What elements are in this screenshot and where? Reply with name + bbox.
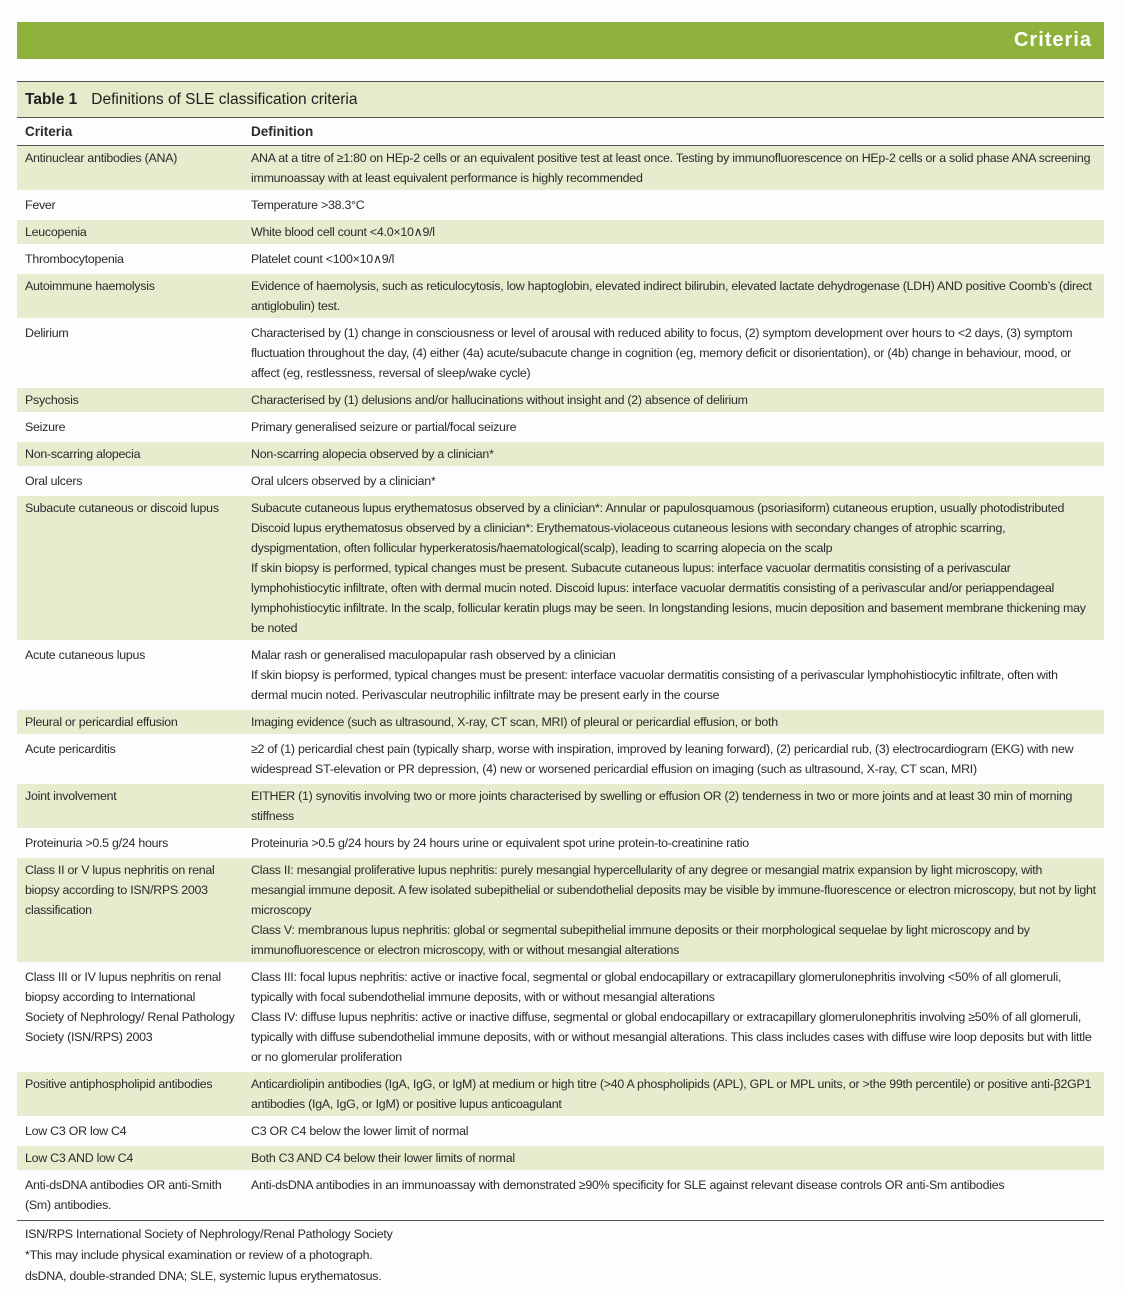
criteria-cell: Positive antiphospholipid antibodies (17, 1071, 243, 1118)
criteria-cell: Thrombocytopenia (17, 246, 243, 273)
definition-paragraph: ≥2 of (1) pericardial chest pain (typically sharp, worse with inspiration, improved by leaning forward), (2) pericardial rub, (3) electrocardiogram (EKG) with new widespread ST-elevation or PR depression, (4) new or worsened pericardial effusion on imaging (such as ultrasound, X-ray, CT scan, MRI) (251, 742, 1074, 776)
definition-paragraph: White blood cell count <4.0×10∧9/l (251, 225, 435, 239)
table-row (17, 830, 1104, 857)
table-row (17, 1071, 1104, 1118)
table-row (17, 146, 1104, 192)
criteria-cell: Proteinuria >0.5 g/24 hours (17, 830, 243, 857)
definition-paragraph: Oral ulcers observed by a clinician* (251, 474, 436, 488)
definition-paragraph: Anti-dsDNA antibodies in an immunoassay with demonstrated ≥90% specificity for SLE against relevant disease controls OR anti-Sm antibodies (251, 1178, 1005, 1192)
criteria-cell: Anti-dsDNA antibodies OR anti-Smith (Sm) antibodies. (17, 1172, 243, 1219)
criteria-cell: Class II or V lupus nephritis on renal biopsy according to ISN/RPS 2003 classification (17, 857, 243, 964)
table-row (17, 273, 1104, 320)
definition-cell (243, 709, 1104, 736)
table-row (17, 964, 1104, 1071)
definition-paragraph: Class II: mesangial proliferative lupus nephritis: purely mesangial hypercellularity of any degree or mesangial matrix expansion by light microscopy, with mesangial immune deposit. A few isolated subepithelial or subendothelial deposits may be visible by immune-fluorescence or electron microscopy, but not by light microscopy (251, 863, 1096, 917)
footnote: dsDNA, double-stranded DNA; SLE, systemic lupus erythematosus. (25, 1269, 382, 1283)
table-body (17, 146, 1104, 1219)
definition-cell (243, 219, 1104, 246)
definition-paragraph: Both C3 AND C4 below their lower limits of normal (251, 1151, 515, 1165)
definition-paragraph: Platelet count <100×10∧9/l (251, 252, 395, 266)
criteria-cell: Acute cutaneous lupus (17, 642, 243, 709)
table-footnotes (17, 1220, 1104, 1287)
criteria-cell: Subacute cutaneous or discoid lupus (17, 495, 243, 642)
column-header-criteria: Criteria (17, 118, 243, 146)
definition-cell (243, 857, 1104, 964)
definition-paragraph: Primary generalised seizure or partial/focal seizure (251, 420, 517, 434)
table-row (17, 320, 1104, 387)
criteria-cell: Oral ulcers (17, 468, 243, 495)
definition-paragraph: ANA at a titre of ≥1:80 on HEp-2 cells or an equivalent positive test at least once. Testing by immunofluorescence on HEp-2 cells or a solid phase ANA screening immunoassay with at least equivalent performance is highly recommended (251, 151, 1091, 185)
definition-cell (243, 495, 1104, 642)
table-row (17, 192, 1104, 219)
definition-paragraph: If skin biopsy is performed, typical changes must be present. Subacute cutaneous lupus: interface vacuolar dermatitis consisting of a perivascular lymphohistiocytic infiltrate, often with dermal mucin noted. Discoid lupus: interface vacuolar dermatitis consisting of a perivascular and/or periappendageal lymphohistiocytic infiltrate. In the scalp, follicular keratin plugs may be seen. In longstanding lesions, mucin deposition and basement membrane thickening may be noted (251, 561, 1086, 635)
criteria-cell: Class III or IV lupus nephritis on renal biopsy according to International Society of Nephrology/ Renal Pathology Society (ISN/RPS) 2003 (17, 964, 243, 1071)
definition-cell (243, 1172, 1104, 1219)
table-caption (17, 82, 1104, 117)
table-row (17, 783, 1104, 830)
table-row (17, 414, 1104, 441)
table-title: Definitions of SLE classification criteria (91, 90, 358, 108)
definition-cell (243, 1118, 1104, 1145)
definition-cell (243, 146, 1104, 192)
definition-cell (243, 414, 1104, 441)
definition-cell (243, 387, 1104, 414)
definition-cell (243, 246, 1104, 273)
section-title: Criteria (1013, 29, 1092, 51)
definition-paragraph: Discoid lupus erythematosus observed by a clinician*: Erythematous-violaceous cutaneous lesions with secondary changes of atrophic scarring, dyspigmentation, often follicular hyperkeratosis/haematological(scalp), leading to scarring alopecia on the scalp (251, 521, 1006, 555)
definition-paragraph: Anticardiolipin antibodies (IgA, IgG, or IgM) at medium or high titre (>40 A phospholipids (APL), GPL or MPL units, or >the 99th percentile) or positive anti-β2GP1 antibodies (IgA, IgG, or IgM) or positive lupus anticoagulant (251, 1077, 1092, 1111)
table-row (17, 1118, 1104, 1145)
criteria-cell: Non-scarring alopecia (17, 441, 243, 468)
criteria-cell: Delirium (17, 320, 243, 387)
criteria-cell: Fever (17, 192, 243, 219)
definition-paragraph: Imaging evidence (such as ultrasound, X-ray, CT scan, MRI) of pleural or pericardial effusion, or both (251, 715, 778, 729)
criteria-cell: Antinuclear antibodies (ANA) (17, 146, 243, 192)
table-row (17, 1145, 1104, 1172)
definition-cell (243, 273, 1104, 320)
definition-paragraph: C3 OR C4 below the lower limit of normal (251, 1124, 469, 1138)
definition-paragraph: If skin biopsy is performed, typical changes must be present: interface vacuolar dermatitis consisting of a perivascular lymphohistiocytic infiltrate, often with dermal mucin noted. Perivascular neutrophilic infiltrate may be present early in the course (251, 668, 1058, 702)
criteria-cell: Joint involvement (17, 783, 243, 830)
table-row (17, 1172, 1104, 1219)
table-row (17, 857, 1104, 964)
table-row (17, 709, 1104, 736)
column-header-definition: Definition (243, 118, 1104, 146)
definition-paragraph: Characterised by (1) delusions and/or hallucinations without insight and (2) absence of delirium (251, 393, 748, 407)
definition-paragraph: Temperature >38.3°C (251, 198, 365, 212)
criteria-table (17, 117, 1104, 1220)
criteria-cell: Pleural or pericardial effusion (17, 709, 243, 736)
table-row (17, 246, 1104, 273)
definition-cell (243, 192, 1104, 219)
definition-cell (243, 642, 1104, 709)
definition-cell (243, 783, 1104, 830)
criteria-cell: Autoimmune haemolysis (17, 273, 243, 320)
table-row (17, 468, 1104, 495)
table-row (17, 387, 1104, 414)
table-row (17, 441, 1104, 468)
criteria-table-container (17, 81, 1104, 1287)
table-header-row (17, 118, 1104, 146)
criteria-cell: Low C3 AND low C4 (17, 1145, 243, 1172)
table-row (17, 642, 1104, 709)
table-row (17, 495, 1104, 642)
criteria-cell: Acute pericarditis (17, 736, 243, 783)
definition-cell (243, 830, 1104, 857)
definition-paragraph: EITHER (1) synovitis involving two or more joints characterised by swelling or effusion OR (2) tenderness in two or more joints and at least 30 min of morning stiffness (251, 789, 1073, 823)
criteria-cell: Seizure (17, 414, 243, 441)
definition-cell (243, 1071, 1104, 1118)
definition-paragraph: Class III: focal lupus nephritis: active or inactive focal, segmental or global endocapillary or extracapillary glomerulonephritis involving <50% of all glomeruli, typically with focal subendothelial immune deposits, with or without mesangial alterations (251, 970, 1062, 1004)
table-row (17, 219, 1104, 246)
footnote: ISN/RPS International Society of Nephrology/Renal Pathology Society (25, 1227, 393, 1241)
criteria-cell: Low C3 OR low C4 (17, 1118, 243, 1145)
definition-paragraph: Subacute cutaneous lupus erythematosus observed by a clinician*: Annular or papulosquamous (psoriasiform) cutaneous eruption, usually photodistributed (251, 501, 1065, 515)
definition-paragraph: Class IV: diffuse lupus nephritis: active or inactive diffuse, segmental or global endocapillary or extracapillary glomerulonephritis involving ≥50% of all glomeruli, typically with diffuse subendothelial immune deposits, with or without mesangial alterations. This class includes cases with diffuse wire loop deposits but with little or no glomerular proliferation (251, 1010, 1092, 1064)
definition-paragraph: Non-scarring alopecia observed by a clinician* (251, 447, 494, 461)
definition-paragraph: Class V: membranous lupus nephritis: global or segmental subepithelial immune deposits or their morphological sequelae by light microscopy and by immunofluorescence or electron microscopy, with or without mesangial alterations (251, 923, 1030, 957)
criteria-cell: Leucopenia (17, 219, 243, 246)
section-banner (17, 22, 1104, 59)
definition-cell (243, 441, 1104, 468)
definition-cell (243, 468, 1104, 495)
table-row (17, 736, 1104, 783)
definition-cell (243, 964, 1104, 1071)
definition-cell (243, 1145, 1104, 1172)
criteria-cell: Psychosis (17, 387, 243, 414)
definition-cell (243, 736, 1104, 783)
table-number: Table 1 (25, 90, 78, 108)
definition-paragraph: Characterised by (1) change in consciousness or level of arousal with reduced ability to focus, (2) symptom development over hours to <2 days, (3) symptom fluctuation throughout the day, (4) either (4a) acute/subacute change in cognition (eg, memory deficit or disorientation), or (4b) change in behaviour, mood, or affect (eg, restlessness, reversal of sleep/wake cycle) (251, 326, 1073, 380)
definition-paragraph: Malar rash or generalised maculopapular rash observed by a clinician (251, 648, 616, 662)
footnote: *This may include physical examination or review of a photograph. (25, 1248, 373, 1262)
definition-paragraph: Evidence of haemolysis, such as reticulocytosis, low haptoglobin, elevated indirect bilirubin, elevated lactate dehydrogenase (LDH) AND positive Coomb’s (direct antiglobulin) test. (251, 279, 1092, 313)
definition-paragraph: Proteinuria >0.5 g/24 hours by 24 hours urine or equivalent spot urine protein-to-creatinine ratio (251, 836, 749, 850)
definition-cell (243, 320, 1104, 387)
